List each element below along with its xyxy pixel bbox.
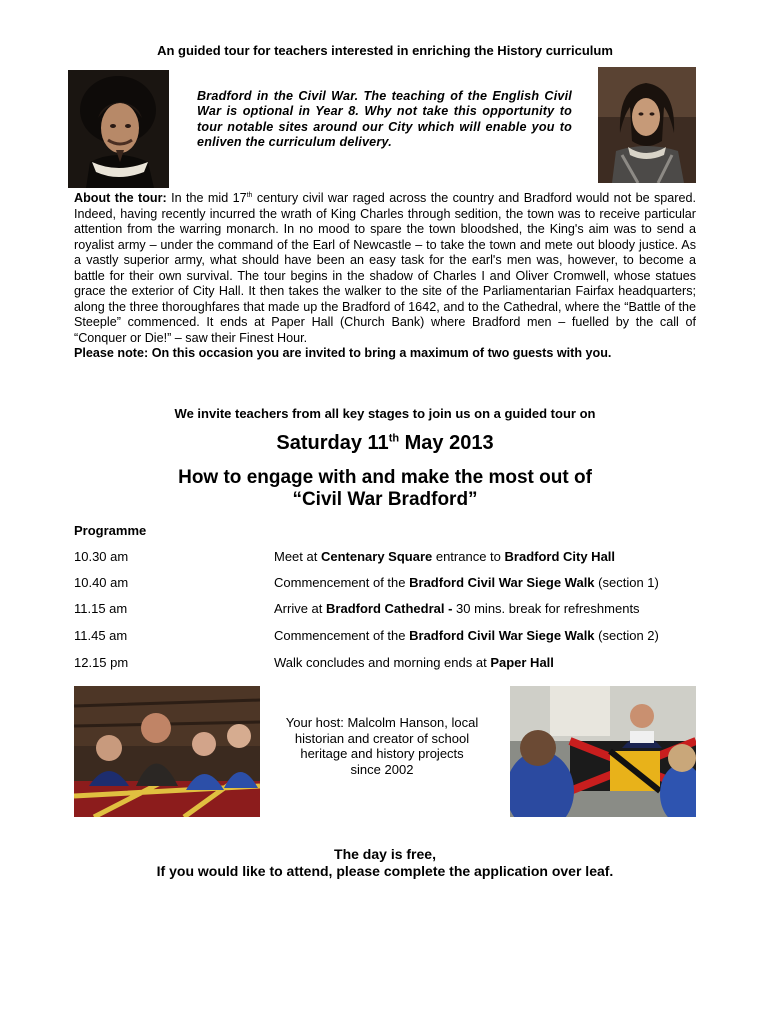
programme-bold-text: Bradford Cathedral - [326, 601, 453, 616]
programme-text: (section 1) [594, 575, 659, 590]
footer-line1: The day is free, [334, 846, 436, 862]
intro-text: Bradford in the Civil War. The teaching of the English Civil War is optional in Year 8. Why not take this opportunity to tour notable sites around our City which will enable you to enliven the curriculum delivery. [197, 89, 572, 149]
programme-text: Commencement of the [274, 628, 410, 643]
programme-time: 12.15 pm [74, 655, 129, 670]
programme-description [274, 575, 659, 590]
programme-description [274, 601, 640, 616]
host-line4: since 2002 [350, 761, 414, 777]
programme-bold-text: Paper Hall [490, 655, 554, 670]
date-sup: th [388, 432, 400, 445]
tour-photo-left [74, 686, 260, 817]
programme-text: entrance to [432, 549, 505, 564]
tour-photo-right [510, 686, 696, 817]
event-title-line1: How to engage with and make the most out of [178, 467, 592, 488]
host-description [272, 715, 492, 777]
programme-heading: Programme [74, 523, 147, 538]
programme-description [274, 628, 659, 643]
programme-text: (section 2) [594, 628, 659, 643]
programme-row [74, 655, 714, 673]
programme-bold-text: Bradford Civil War Siege Walk [409, 628, 595, 643]
programme-row [74, 628, 714, 646]
programme-time: 11.15 am [74, 601, 128, 616]
please-note: Please note: On this occasion you are invited to bring a maximum of two guests with you. [74, 346, 612, 361]
host-line1: Your host: Malcolm Hanson, local [285, 715, 479, 730]
programme-time: 10.40 am [74, 575, 129, 590]
about-text-start: In the mid 17 [166, 191, 247, 206]
programme-description [274, 655, 554, 670]
invite-line: We invite teachers from all key stages to join us on a guided tour on [174, 406, 596, 421]
programme-text: Walk concludes and morning ends at [274, 655, 491, 670]
date-suffix: May 2013 [399, 432, 494, 454]
programme-bold-text: Centenary Square [320, 549, 433, 564]
header-line: An guided tour for teachers interested in enriching the History curriculum [157, 43, 613, 58]
about-paragraph [74, 188, 696, 362]
footer [0, 846, 770, 879]
programme-row [74, 601, 714, 619]
host-line2: historian and creator of school [294, 730, 470, 746]
about-text: century civil war raged across the country and Bradford would not be spared. Indeed, having recently incurred the wrath of King Charles through sedition, the town was to receive particular attention from the warring monarch. In no mood to spare the town bloodshed, the King's aim was to send a royalist army – under the command of the Earl of Newcastle – to take the town and mete out bloody justice. As a vastly superior army, what should have been an easy task for the earl's men was, however, to become a battle for their own survival. The tour begins in the shadow of Charles I and Oliver Cromwell, whose statues grace the exterior of City Hall. It then takes the walker to the site of the Parliamentarian Fairfax headquarters; along the three thoroughfares that made up the Bradford of 1642, and to the Cathedral, where the “Battle of the Steeple” commenced. It ends at Paper Hall (Church Bank) where Bradford men – fuelled by the call of “Conquer or Die!” – saw their Finest Hour. [74, 191, 696, 345]
programme-text: Meet at [274, 549, 321, 564]
portrait-right-image [598, 67, 696, 183]
programme-row [74, 549, 714, 567]
host-line3: heritage and history projects [300, 746, 464, 761]
portrait-left-image [68, 70, 169, 188]
footer-line2: If you would like to attend, please complete the application over leaf. [156, 862, 614, 879]
event-title-line2: “Civil War Bradford” [292, 489, 478, 510]
programme-row [74, 575, 714, 593]
programme-bold-text: Bradford Civil War Siege Walk [409, 575, 595, 590]
programme-bold-text: Bradford City Hall [504, 549, 616, 564]
programme-text: Arrive at [274, 601, 327, 616]
programme-time: 10.30 am [74, 549, 129, 564]
event-date [0, 432, 770, 455]
programme-text: Commencement of the [274, 575, 410, 590]
date-prefix: Saturday 11 [276, 432, 389, 454]
programme-time: 11.45 am [74, 628, 128, 643]
event-title [0, 467, 770, 511]
programme-description [274, 549, 615, 564]
about-sup: th [246, 192, 253, 199]
about-label: About the tour: [74, 191, 167, 206]
programme-text: 30 mins. break for refreshments [452, 601, 640, 616]
